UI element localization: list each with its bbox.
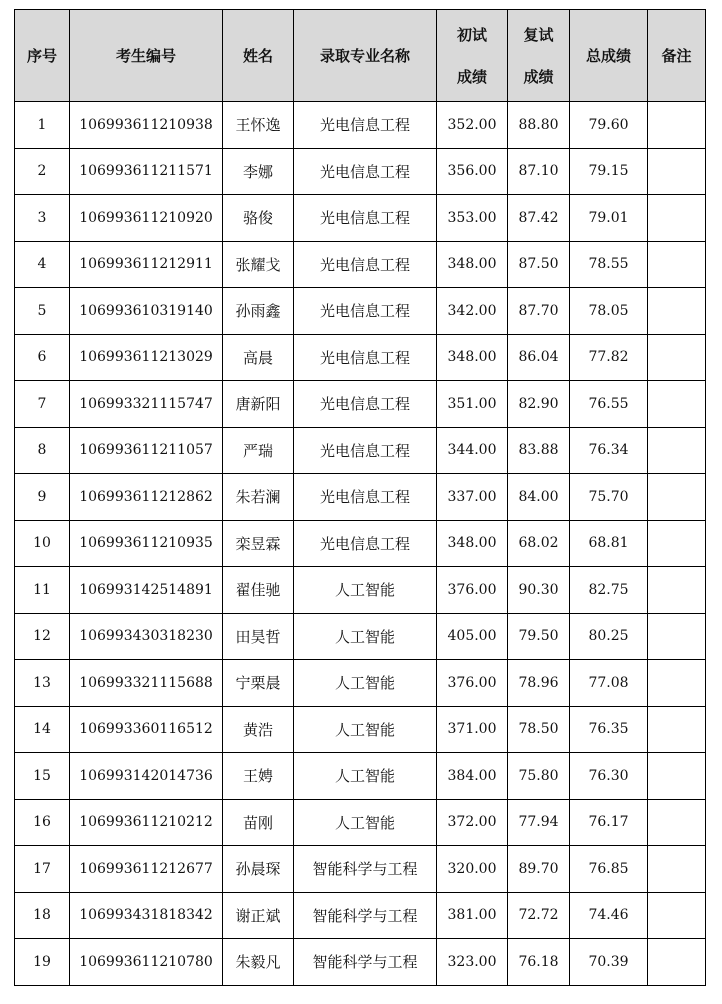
exam-id-cell: 106993611213029 [70, 334, 223, 381]
exam-id-cell: 106993142014736 [70, 753, 223, 800]
exam-id-cell: 106993611210935 [70, 520, 223, 567]
retest-score-cell: 83.88 [508, 427, 570, 474]
seq-cell: 14 [15, 706, 70, 753]
initial-score-cell: 376.00 [437, 567, 508, 614]
total-score-cell: 76.85 [570, 846, 648, 893]
initial-score-cell: 348.00 [437, 241, 508, 288]
header-retest-score [508, 10, 570, 102]
table-row [15, 939, 706, 986]
name-cell: 苗刚 [223, 799, 294, 846]
remark-cell [648, 520, 706, 567]
retest-score-cell: 68.02 [508, 520, 570, 567]
initial-score-cell: 348.00 [437, 520, 508, 567]
seq-cell: 2 [15, 148, 70, 195]
table-body [15, 102, 706, 986]
table-row [15, 102, 706, 149]
total-score-cell: 79.01 [570, 195, 648, 242]
initial-score-cell: 353.00 [437, 195, 508, 242]
total-score-cell: 76.17 [570, 799, 648, 846]
remark-cell [648, 846, 706, 893]
seq-cell: 13 [15, 660, 70, 707]
table-row [15, 474, 706, 521]
total-score-cell: 76.30 [570, 753, 648, 800]
remark-cell [648, 567, 706, 614]
major-cell: 人工智能 [294, 799, 437, 846]
table-header [15, 10, 706, 102]
header-initial-line1: 初试 [456, 25, 487, 44]
table-row [15, 520, 706, 567]
seq-cell: 15 [15, 753, 70, 800]
name-cell: 宁栗晨 [223, 660, 294, 707]
exam-id-cell: 106993611210780 [70, 939, 223, 986]
header-exam-id: 考生编号 [70, 10, 223, 102]
table-row [15, 148, 706, 195]
major-cell: 智能科学与工程 [294, 892, 437, 939]
header-initial-score [437, 10, 508, 102]
remark-cell [648, 939, 706, 986]
header-retest-line1: 复试 [523, 25, 554, 44]
table-row [15, 613, 706, 660]
seq-cell: 1 [15, 102, 70, 149]
initial-score-cell: 323.00 [437, 939, 508, 986]
total-score-cell: 80.25 [570, 613, 648, 660]
exam-id-cell: 106993431818342 [70, 892, 223, 939]
header-total: 总成绩 [570, 10, 648, 102]
retest-score-cell: 86.04 [508, 334, 570, 381]
seq-cell: 5 [15, 288, 70, 335]
retest-score-cell: 77.94 [508, 799, 570, 846]
initial-score-cell: 384.00 [437, 753, 508, 800]
name-cell: 王娉 [223, 753, 294, 800]
exam-id-cell: 106993360116512 [70, 706, 223, 753]
initial-score-cell: 356.00 [437, 148, 508, 195]
initial-score-cell: 344.00 [437, 427, 508, 474]
table-row [15, 427, 706, 474]
initial-score-cell: 372.00 [437, 799, 508, 846]
major-cell: 智能科学与工程 [294, 939, 437, 986]
exam-id-cell: 106993611210212 [70, 799, 223, 846]
exam-id-cell: 106993611210938 [70, 102, 223, 149]
retest-score-cell: 89.70 [508, 846, 570, 893]
total-score-cell: 77.08 [570, 660, 648, 707]
remark-cell [648, 288, 706, 335]
table-row [15, 195, 706, 242]
seq-cell: 17 [15, 846, 70, 893]
table-row [15, 846, 706, 893]
exam-id-cell: 106993611211057 [70, 427, 223, 474]
name-cell: 翟佳驰 [223, 567, 294, 614]
seq-cell: 8 [15, 427, 70, 474]
name-cell: 孙雨鑫 [223, 288, 294, 335]
retest-score-cell: 82.90 [508, 381, 570, 428]
header-initial-line2: 成绩 [456, 67, 487, 86]
table-row [15, 753, 706, 800]
name-cell: 朱毅凡 [223, 939, 294, 986]
table-row [15, 288, 706, 335]
major-cell: 光电信息工程 [294, 195, 437, 242]
major-cell: 光电信息工程 [294, 427, 437, 474]
initial-score-cell: 352.00 [437, 102, 508, 149]
remark-cell [648, 241, 706, 288]
seq-cell: 11 [15, 567, 70, 614]
header-retest-line2: 成绩 [523, 67, 554, 86]
total-score-cell: 76.55 [570, 381, 648, 428]
remark-cell [648, 381, 706, 428]
name-cell: 孙晨琛 [223, 846, 294, 893]
exam-id-cell: 106993142514891 [70, 567, 223, 614]
name-cell: 唐新阳 [223, 381, 294, 428]
retest-score-cell: 78.96 [508, 660, 570, 707]
major-cell: 光电信息工程 [294, 241, 437, 288]
major-cell: 光电信息工程 [294, 148, 437, 195]
seq-cell: 6 [15, 334, 70, 381]
exam-id-cell: 106993321115688 [70, 660, 223, 707]
exam-id-cell: 106993610319140 [70, 288, 223, 335]
header-name: 姓名 [223, 10, 294, 102]
major-cell: 人工智能 [294, 753, 437, 800]
remark-cell [648, 892, 706, 939]
major-cell: 光电信息工程 [294, 288, 437, 335]
total-score-cell: 77.82 [570, 334, 648, 381]
total-score-cell: 79.60 [570, 102, 648, 149]
total-score-cell: 75.70 [570, 474, 648, 521]
exam-id-cell: 106993611212862 [70, 474, 223, 521]
header-row [15, 10, 706, 102]
remark-cell [648, 474, 706, 521]
remark-cell [648, 148, 706, 195]
remark-cell [648, 102, 706, 149]
remark-cell [648, 660, 706, 707]
remark-cell [648, 613, 706, 660]
major-cell: 光电信息工程 [294, 102, 437, 149]
initial-score-cell: 337.00 [437, 474, 508, 521]
seq-cell: 12 [15, 613, 70, 660]
remark-cell [648, 195, 706, 242]
name-cell: 李娜 [223, 148, 294, 195]
remark-cell [648, 334, 706, 381]
total-score-cell: 78.55 [570, 241, 648, 288]
seq-cell: 3 [15, 195, 70, 242]
retest-score-cell: 84.00 [508, 474, 570, 521]
name-cell: 严瑞 [223, 427, 294, 474]
initial-score-cell: 320.00 [437, 846, 508, 893]
retest-score-cell: 79.50 [508, 613, 570, 660]
retest-score-cell: 88.80 [508, 102, 570, 149]
total-score-cell: 76.35 [570, 706, 648, 753]
major-cell: 人工智能 [294, 567, 437, 614]
exam-id-cell: 106993430318230 [70, 613, 223, 660]
initial-score-cell: 351.00 [437, 381, 508, 428]
remark-cell [648, 706, 706, 753]
exam-id-cell: 106993611212911 [70, 241, 223, 288]
initial-score-cell: 348.00 [437, 334, 508, 381]
name-cell: 栾昱霖 [223, 520, 294, 567]
major-cell: 人工智能 [294, 706, 437, 753]
table-row [15, 799, 706, 846]
seq-cell: 4 [15, 241, 70, 288]
total-score-cell: 76.34 [570, 427, 648, 474]
name-cell: 田昊哲 [223, 613, 294, 660]
major-cell: 光电信息工程 [294, 520, 437, 567]
major-cell: 人工智能 [294, 613, 437, 660]
table-row [15, 567, 706, 614]
seq-cell: 16 [15, 799, 70, 846]
total-score-cell: 79.15 [570, 148, 648, 195]
remark-cell [648, 799, 706, 846]
initial-score-cell: 342.00 [437, 288, 508, 335]
major-cell: 智能科学与工程 [294, 846, 437, 893]
admission-table [14, 9, 706, 986]
table-row [15, 706, 706, 753]
initial-score-cell: 371.00 [437, 706, 508, 753]
major-cell: 光电信息工程 [294, 474, 437, 521]
exam-id-cell: 106993611211571 [70, 148, 223, 195]
name-cell: 王怀逸 [223, 102, 294, 149]
retest-score-cell: 90.30 [508, 567, 570, 614]
total-score-cell: 74.46 [570, 892, 648, 939]
header-major: 录取专业名称 [294, 10, 437, 102]
total-score-cell: 68.81 [570, 520, 648, 567]
remark-cell [648, 427, 706, 474]
table-row [15, 381, 706, 428]
exam-id-cell: 106993321115747 [70, 381, 223, 428]
name-cell: 骆俊 [223, 195, 294, 242]
table-row [15, 334, 706, 381]
exam-id-cell: 106993611212677 [70, 846, 223, 893]
retest-score-cell: 87.10 [508, 148, 570, 195]
remark-cell [648, 753, 706, 800]
initial-score-cell: 405.00 [437, 613, 508, 660]
header-remark: 备注 [648, 10, 706, 102]
total-score-cell: 78.05 [570, 288, 648, 335]
table-row [15, 660, 706, 707]
name-cell: 谢正斌 [223, 892, 294, 939]
seq-cell: 7 [15, 381, 70, 428]
exam-id-cell: 106993611210920 [70, 195, 223, 242]
seq-cell: 19 [15, 939, 70, 986]
name-cell: 高晨 [223, 334, 294, 381]
seq-cell: 10 [15, 520, 70, 567]
header-seq: 序号 [15, 10, 70, 102]
table-row [15, 892, 706, 939]
retest-score-cell: 87.50 [508, 241, 570, 288]
total-score-cell: 82.75 [570, 567, 648, 614]
retest-score-cell: 72.72 [508, 892, 570, 939]
seq-cell: 9 [15, 474, 70, 521]
initial-score-cell: 376.00 [437, 660, 508, 707]
retest-score-cell: 75.80 [508, 753, 570, 800]
name-cell: 黄浩 [223, 706, 294, 753]
name-cell: 朱若澜 [223, 474, 294, 521]
total-score-cell: 70.39 [570, 939, 648, 986]
initial-score-cell: 381.00 [437, 892, 508, 939]
retest-score-cell: 76.18 [508, 939, 570, 986]
retest-score-cell: 87.42 [508, 195, 570, 242]
seq-cell: 18 [15, 892, 70, 939]
name-cell: 张耀戈 [223, 241, 294, 288]
retest-score-cell: 78.50 [508, 706, 570, 753]
retest-score-cell: 87.70 [508, 288, 570, 335]
major-cell: 人工智能 [294, 660, 437, 707]
major-cell: 光电信息工程 [294, 381, 437, 428]
table-row [15, 241, 706, 288]
major-cell: 光电信息工程 [294, 334, 437, 381]
